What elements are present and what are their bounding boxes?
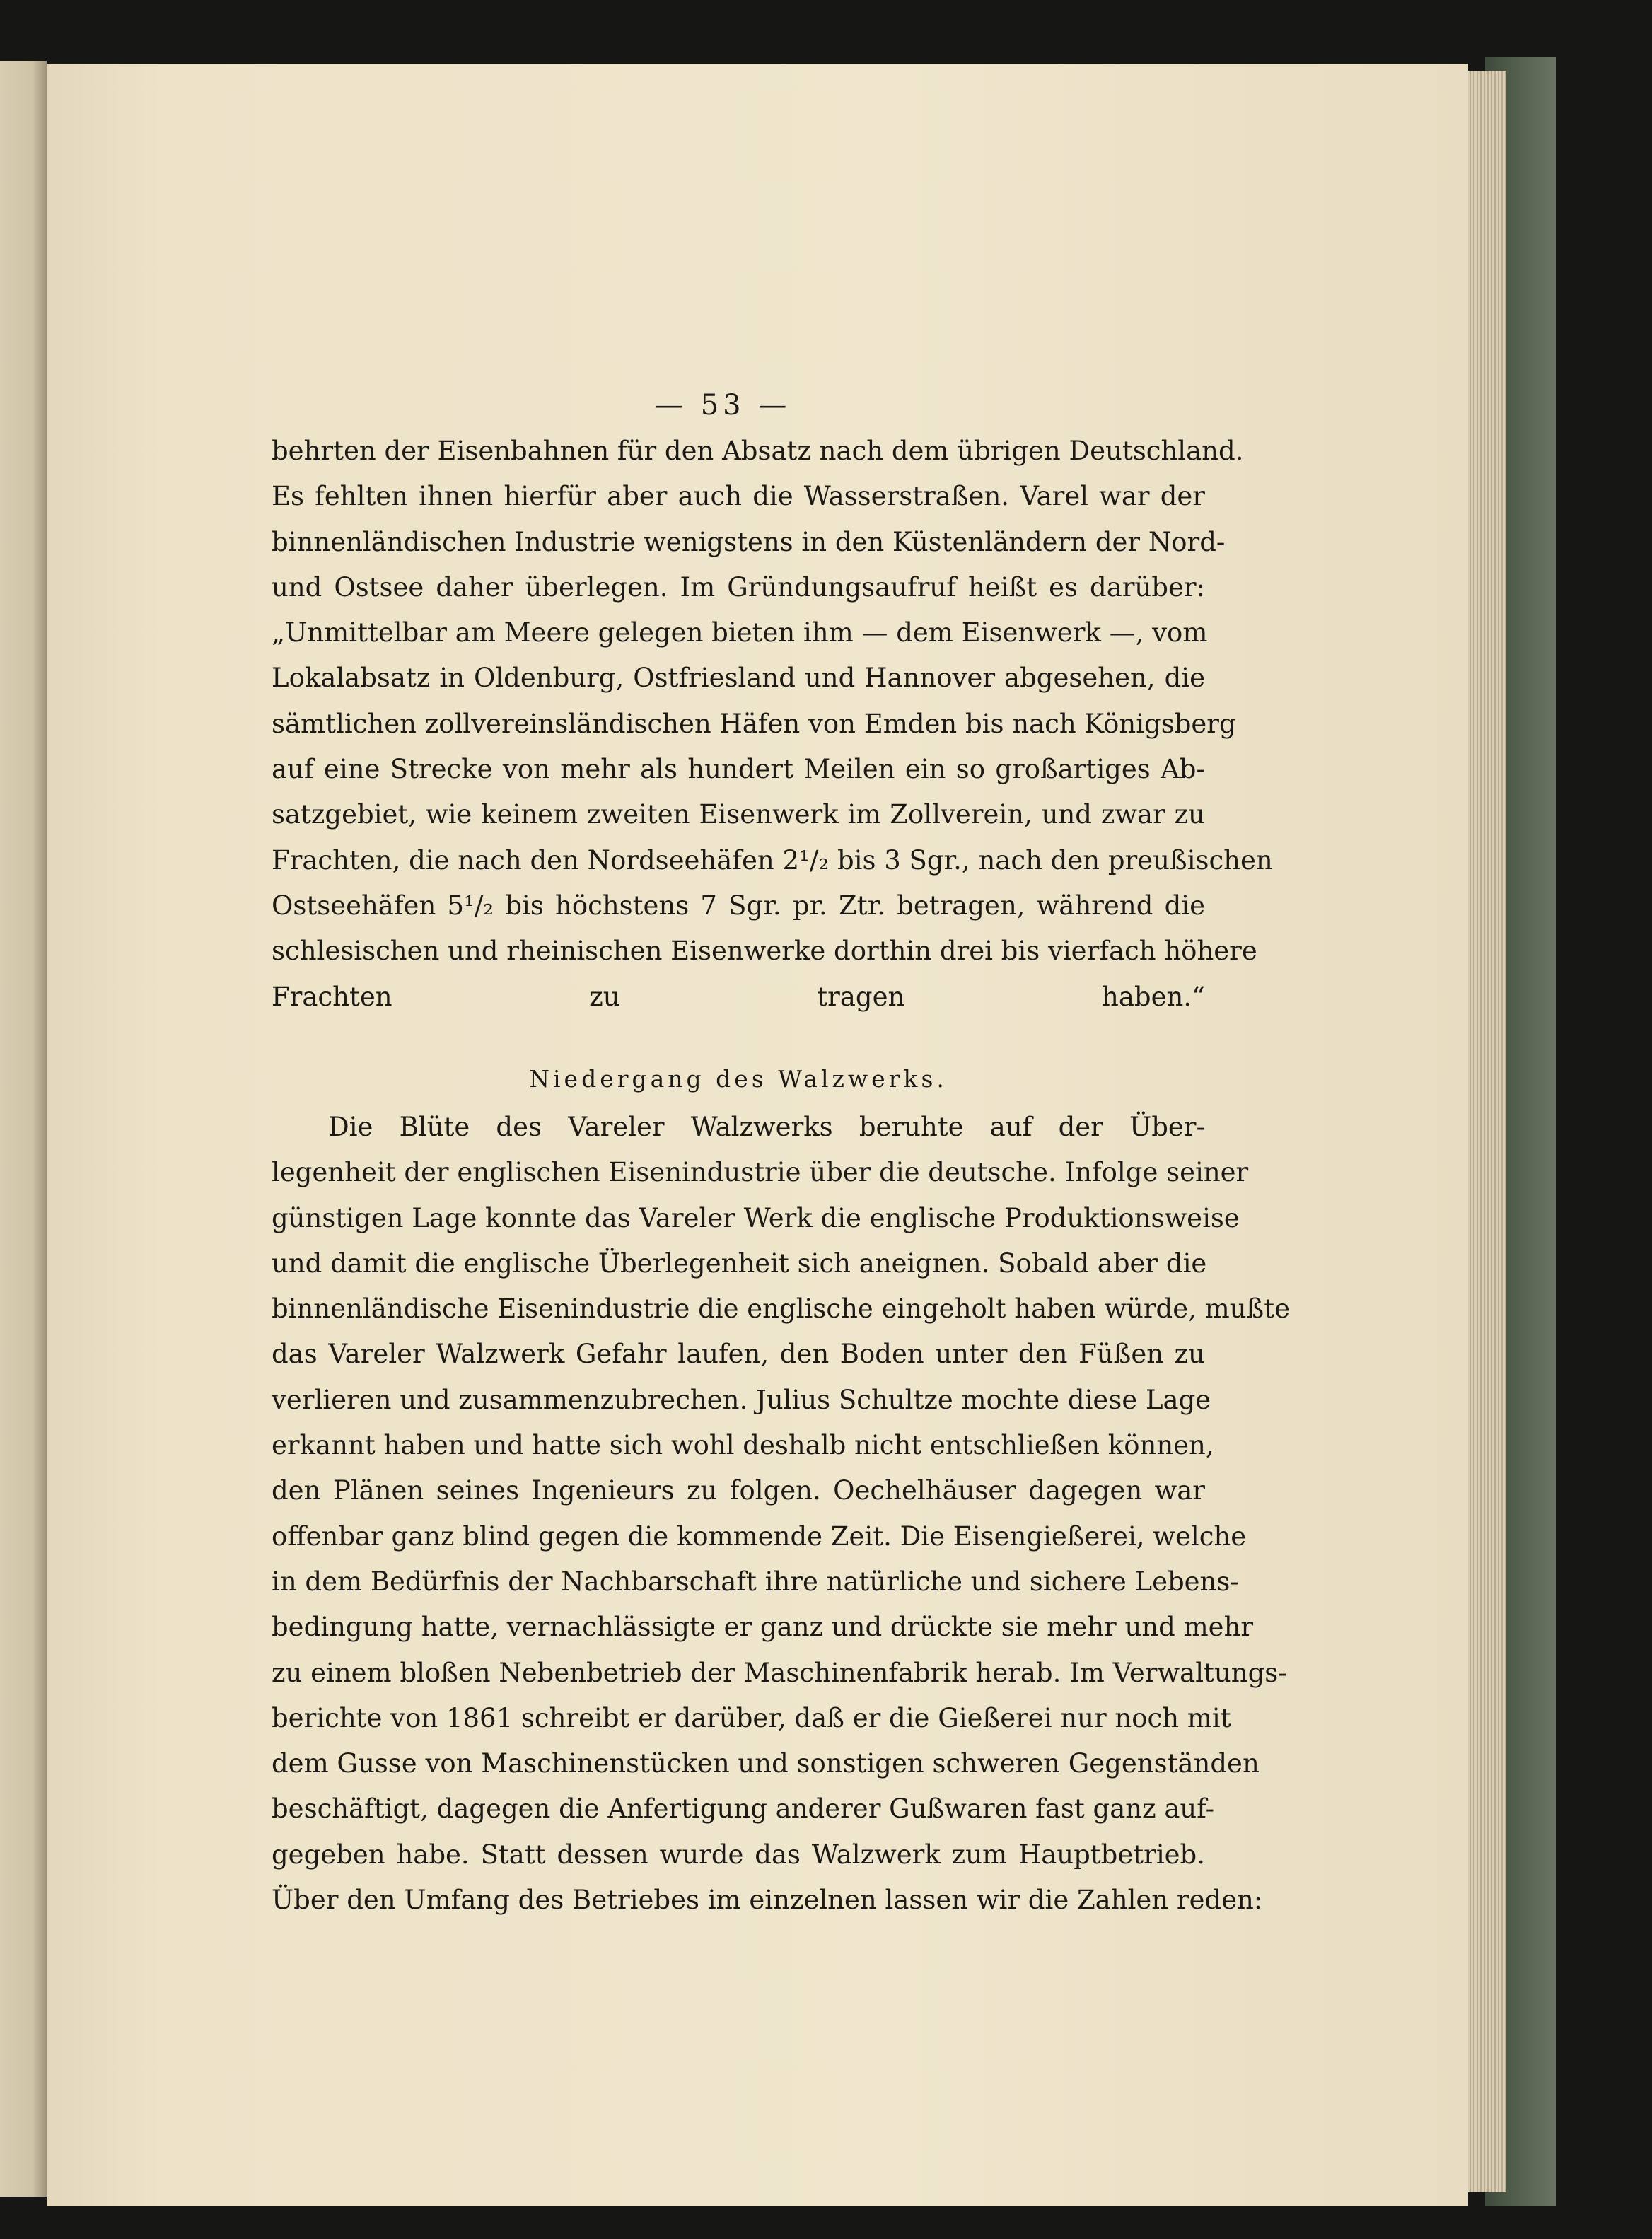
text-line: sämtlichen zollvereinsländischen Häfen von Emden bis nach Königsberg <box>272 708 1236 739</box>
text-line: das Vareler Walzwerk Gefahr laufen, den Boden unter den Füßen zu <box>272 1339 1205 1370</box>
text-line: günstigen Lage konnte das Vareler Werk die englische Produktionsweise <box>272 1202 1240 1233</box>
section-heading: Niedergang des Walzwerks. <box>529 1065 948 1093</box>
text-line: und Ostsee daher überlegen. Im Gründungsaufruf heißt es darüber: <box>272 571 1205 603</box>
left-page-edge <box>0 61 47 2197</box>
text-line: erkannt haben und hatte sich wohl deshalb nicht entschließen können, <box>272 1430 1214 1461</box>
text-line: verlieren und zusammenzubrechen. Julius Schultze mochte diese Lage <box>272 1384 1211 1415</box>
text-line: Lokalabsatz in Oldenburg, Ostfriesland und Hannover abgesehen, die <box>272 663 1205 694</box>
paragraph-1 <box>272 429 1273 1020</box>
paragraph-2 <box>272 1105 1291 1923</box>
text-line: behrten der Eisenbahnen für den Absatz nach dem übrigen Deutschland. <box>272 436 1244 466</box>
text-line: binnenländischen Industrie wenigstens in den Küstenländern der Nord- <box>272 526 1226 557</box>
text-line: berichte von 1861 schreibt er darüber, daß er die Gießerei nur noch mit <box>272 1702 1231 1733</box>
text-line: bedingung hatte, vernachlässigte er ganz und drückte sie mehr und mehr <box>272 1612 1254 1643</box>
text-line: schlesischen und rheinischen Eisenwerke dorthin drei bis vierfach höhere <box>272 936 1257 967</box>
text-line: Frachten zu tragen haben.“ <box>272 981 1205 1012</box>
text-line: und damit die englische Überlegenheit sich aneignen. Sobald aber die <box>272 1248 1207 1279</box>
text-line: binnenländische Eisenindustrie die englische eingeholt haben würde, mußte <box>272 1293 1291 1325</box>
text-line: Über den Umfang des Betriebes im einzelnen lassen wir die Zahlen reden: <box>272 1885 1263 1916</box>
text-line: Frachten, die nach den Nordseehäfen 2¹/₂ bis 3 Sgr., nach den preußischen <box>272 844 1273 876</box>
text-line: Ostseehäfen 5¹/₂ bis höchstens 7 Sgr. pr. Ztr. betragen, während die <box>272 890 1205 921</box>
text-line: „Unmittelbar am Meere gelegen bieten ihm — dem Eisenwerk —, vom <box>272 617 1208 649</box>
page-number: — 53 — <box>655 389 791 421</box>
text-line: legenheit der englischen Eisenindustrie über die deutsche. Infolge seiner <box>272 1157 1249 1188</box>
text-line: beschäftigt, dagegen die Anfertigung anderer Gußwaren fast ganz auf- <box>272 1793 1215 1825</box>
text-line: zu einem bloßen Nebenbetrieb der Maschinenfabrik herab. Im Verwaltungs- <box>272 1657 1287 1688</box>
text-line: satzgebiet, wie keinem zweiten Eisenwerk im Zollverein, und zwar zu <box>272 799 1205 830</box>
text-line: Es fehlten ihnen hierfür aber auch die Wasserstraßen. Varel war der <box>272 481 1205 512</box>
text-line: auf eine Strecke von mehr als hundert Meilen ein so großartiges Ab- <box>272 754 1205 785</box>
text-line: in dem Bedürfnis der Nachbarschaft ihre natürliche und sichere Lebens- <box>272 1566 1239 1597</box>
text-line: dem Gusse von Maschinenstücken und sonstigen schweren Gegenständen <box>272 1748 1260 1779</box>
book-page <box>47 64 1468 2206</box>
text-line: Die Blüte des Vareler Walzwerks beruhte auf der Über- <box>328 1112 1205 1142</box>
text-line: gegeben habe. Statt dessen wurde das Walzwerk zum Hauptbetrieb. <box>272 1839 1205 1870</box>
text-line: offenbar ganz blind gegen die kommende Zeit. Die Eisengießerei, welche <box>272 1520 1247 1552</box>
text-line: den Plänen seines Ingenieurs zu folgen. Oechelhäuser dagegen war <box>272 1475 1205 1506</box>
